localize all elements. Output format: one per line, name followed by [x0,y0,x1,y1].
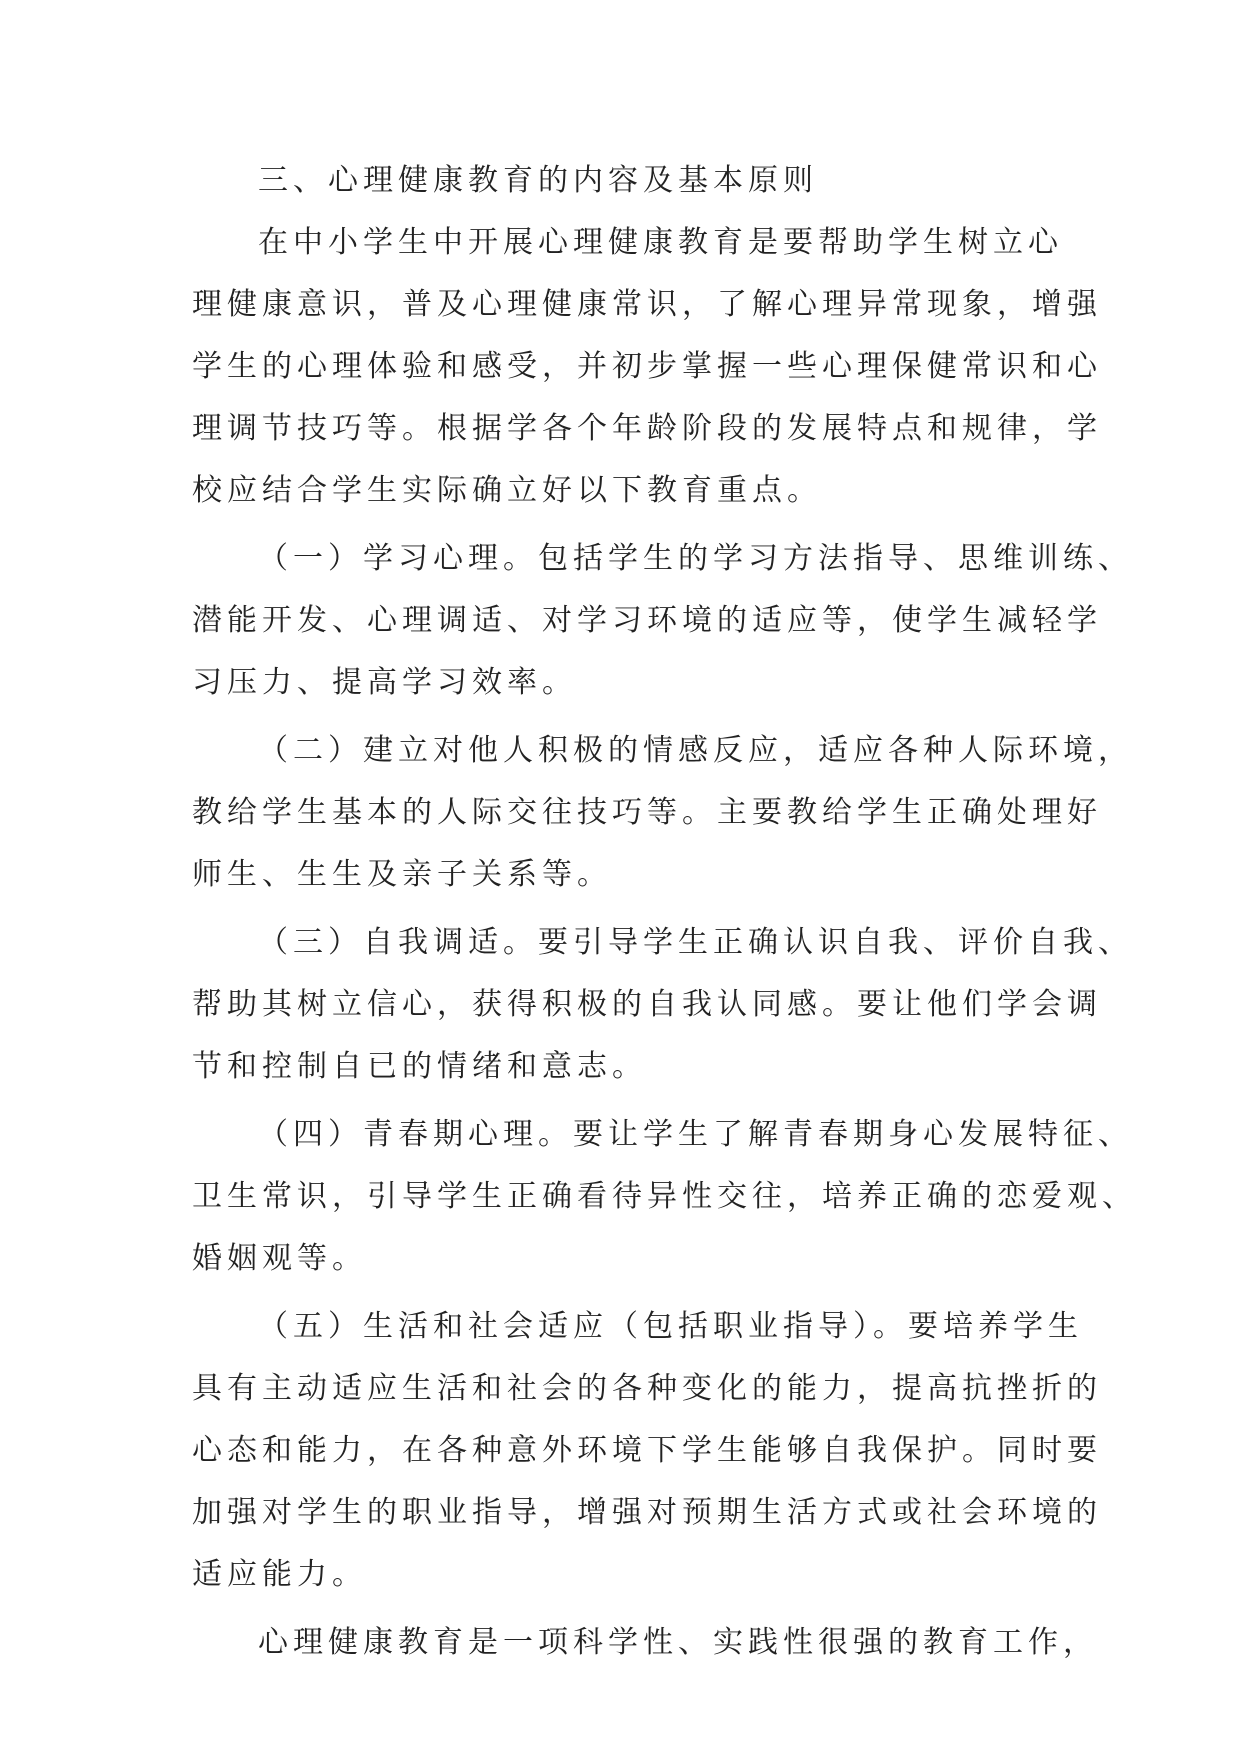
paragraph-line: （三）自我调适。要引导学生正确认识自我、评价自我、 [258,925,1133,960]
paragraph-line: 师生、生生及亲子关系等。 [192,857,612,892]
paragraph-line: 卫生常识，引导学生正确看待异性交往，培养正确的恋爱观、 [192,1179,1137,1214]
paragraph-line: 潜能开发、心理调适、对学习环境的适应等，使学生减轻学 [192,603,1102,638]
paragraph-life-adaptation [192,1296,1102,1606]
paragraph-line: （一）学习心理。包括学生的学习方法指导、思维训练、 [258,541,1133,576]
paragraph-adolescence [192,1104,1137,1290]
paragraph-line: 在中小学生中开展心理健康教育是要帮助学生树立心 [258,225,1063,260]
paragraph-line: 学生的心理体验和感受，并初步掌握一些心理保健常识和心 [192,349,1102,384]
section-heading: 三、心理健康教育的内容及基本原则 [258,163,818,198]
paragraph-line: 理健康意识，普及心理健康常识，了解心理异常现象，增强 [192,287,1102,322]
paragraph-line: 理调节技巧等。根据学各个年龄阶段的发展特点和规律，学 [192,411,1102,446]
paragraph-line: （五）生活和社会适应（包括职业指导）。要培养学生 [258,1309,1083,1344]
paragraph-line: 婚姻观等。 [192,1241,367,1276]
paragraph-line: 适应能力。 [192,1557,367,1592]
paragraph-line: 心理健康教育是一项科学性、实践性很强的教育工作， [258,1625,1098,1660]
paragraph-line: （四）青春期心理。要让学生了解青春期身心发展特征、 [258,1117,1133,1152]
paragraph-line: 习压力、提高学习效率。 [192,665,577,700]
paragraph-line: 节和控制自已的情绪和意志。 [192,1049,647,1084]
paragraph-line: （二）建立对他人积极的情感反应，适应各种人际环境， [258,733,1133,768]
paragraph-intro [192,212,1102,522]
paragraph-line: 心态和能力，在各种意外环境下学生能够自我保护。同时要 [192,1433,1102,1468]
paragraph-closing [192,1612,1098,1674]
paragraph-interpersonal [192,720,1133,906]
paragraph-line: 教给学生基本的人际交往技巧等。主要教给学生正确处理好 [192,795,1102,830]
paragraph-line: 具有主动适应生活和社会的各种变化的能力，提高抗挫折的 [192,1371,1102,1406]
paragraph-line: 加强对学生的职业指导，增强对预期生活方式或社会环境的 [192,1495,1102,1530]
paragraph-learning [192,528,1133,714]
document-page [192,150,1137,1674]
paragraph-line: 帮助其树立信心，获得积极的自我认同感。要让他们学会调 [192,987,1102,1022]
paragraph-line: 校应结合学生实际确立好以下教育重点。 [192,473,822,508]
paragraph-self [192,912,1133,1098]
